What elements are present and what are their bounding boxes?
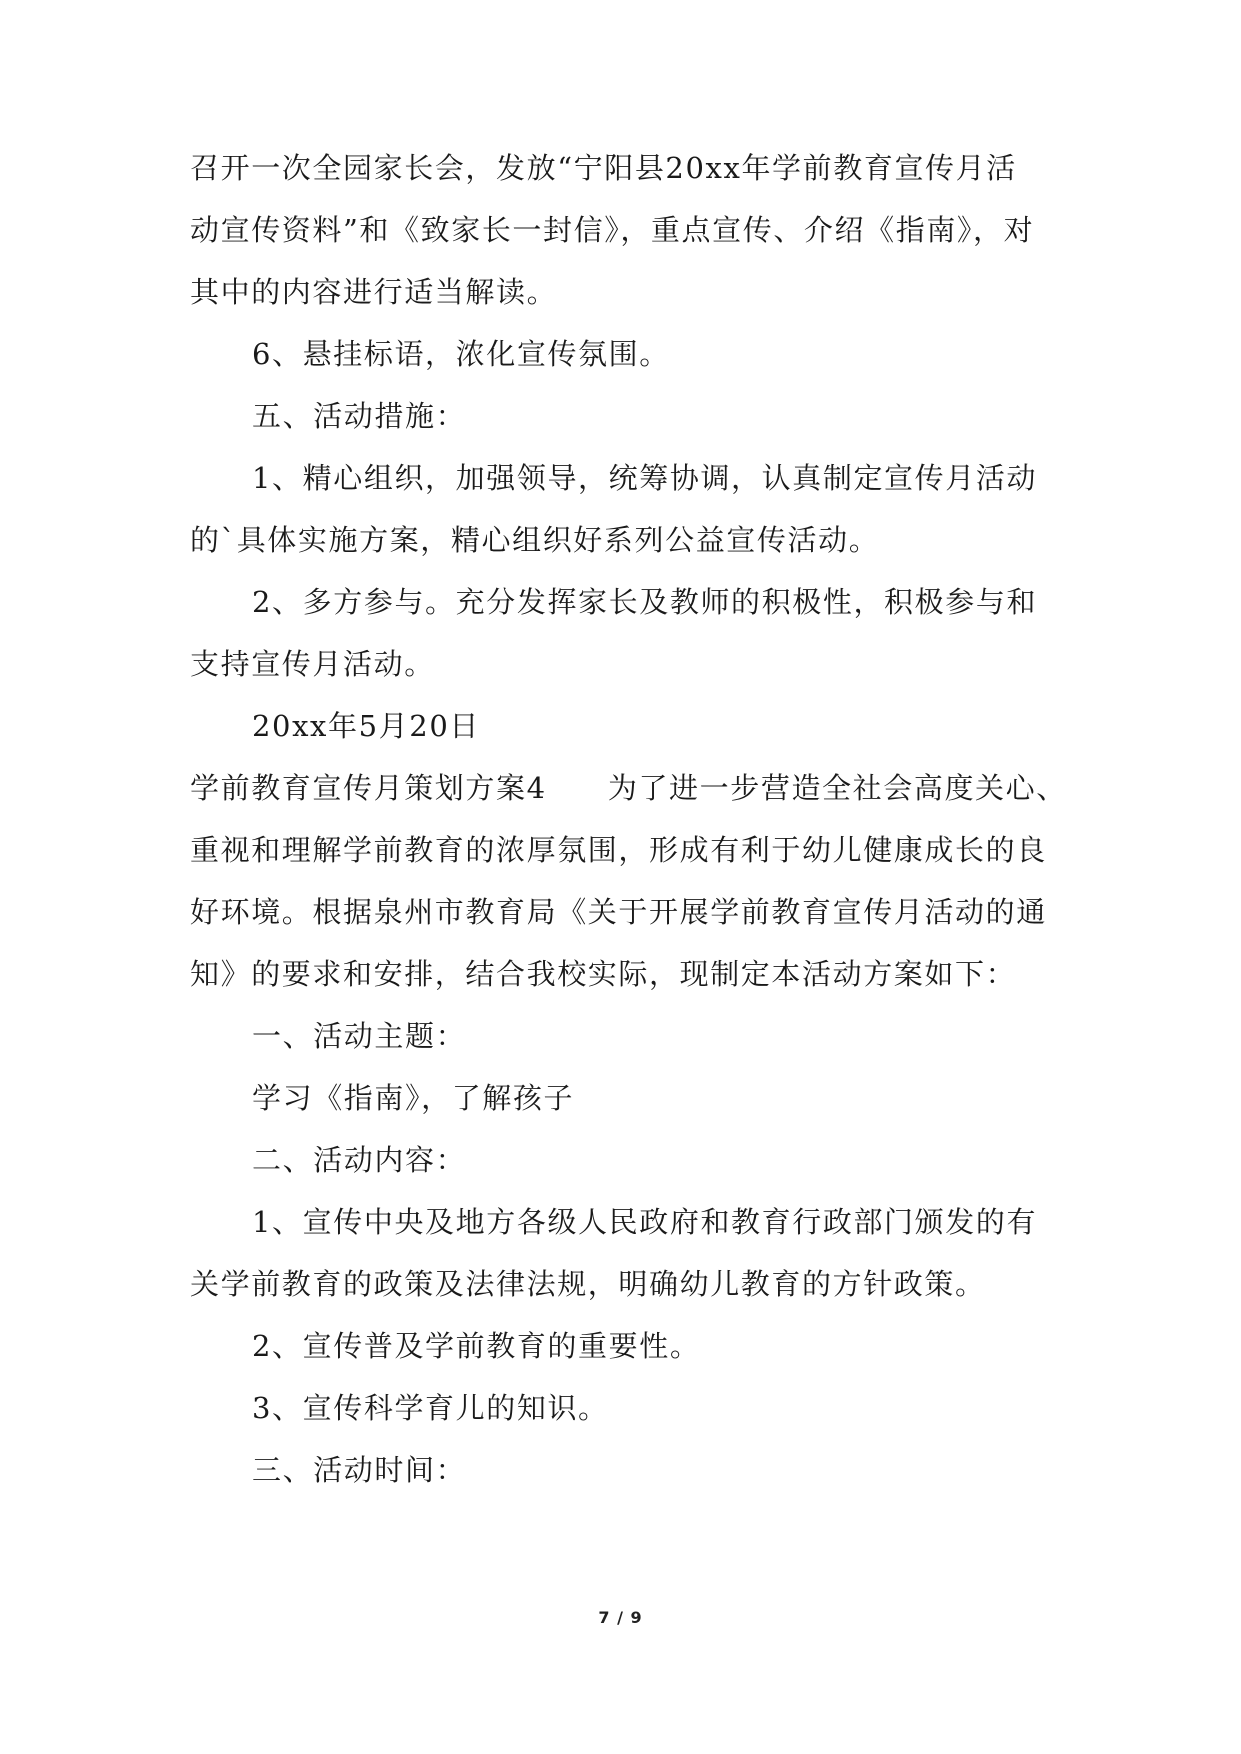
text-line: 好环境。根据泉州市教育局《关于开展学前教育宣传月活动的通: [190, 895, 1047, 929]
section-heading: 三、活动时间：: [252, 1453, 467, 1487]
text-line: 知》的要求和安排，结合我校实际，现制定本活动方案如下：: [190, 957, 1017, 991]
date-line: 20xx年5月20日: [252, 709, 480, 743]
text-line: 1、宣传中央及地方各级人民政府和教育行政部门颁发的有: [252, 1205, 1038, 1239]
text-line: 学习《指南》，了解孩子: [252, 1081, 575, 1115]
text-line: 的`具体实施方案，精心组织好系列公益宣传活动。: [190, 523, 880, 557]
section-heading: 一、活动主题：: [252, 1019, 467, 1053]
text-line: 其中的内容进行适当解读。: [190, 275, 558, 309]
text-line: 2、宣传普及学前教育的重要性。: [252, 1329, 701, 1363]
text-line: 召开一次全园家长会，发放“宁阳县20xx年学前教育宣传月活: [190, 151, 1017, 185]
text-line: 支持宣传月活动。: [190, 647, 435, 681]
text-line: 重视和理解学前教育的浓厚氛围，形成有利于幼儿健康成长的良: [190, 833, 1047, 867]
text-line: 3、宣传科学育儿的知识。: [252, 1391, 609, 1425]
text-line: 2、多方参与。充分发挥家长及教师的积极性，积极参与和: [252, 585, 1038, 619]
section-heading: 五、活动措施：: [252, 399, 467, 433]
text-line: 1、精心组织，加强领导，统筹协调，认真制定宣传月活动: [252, 461, 1038, 495]
text-line: 动宣传资料”和《致家长一封信》，重点宣传、介绍《指南》，对: [190, 213, 1035, 247]
section-heading: 二、活动内容：: [252, 1143, 467, 1177]
page-number: 7 / 9: [598, 1608, 643, 1627]
text-line: 关学前教育的政策及法律法规，明确幼儿教育的方针政策。: [190, 1267, 986, 1301]
text-line: 6、悬挂标语，浓化宣传氛围。: [252, 337, 670, 371]
text-line: 学前教育宣传月策划方案4 为了进一步营造全社会高度关心、: [190, 771, 1067, 805]
